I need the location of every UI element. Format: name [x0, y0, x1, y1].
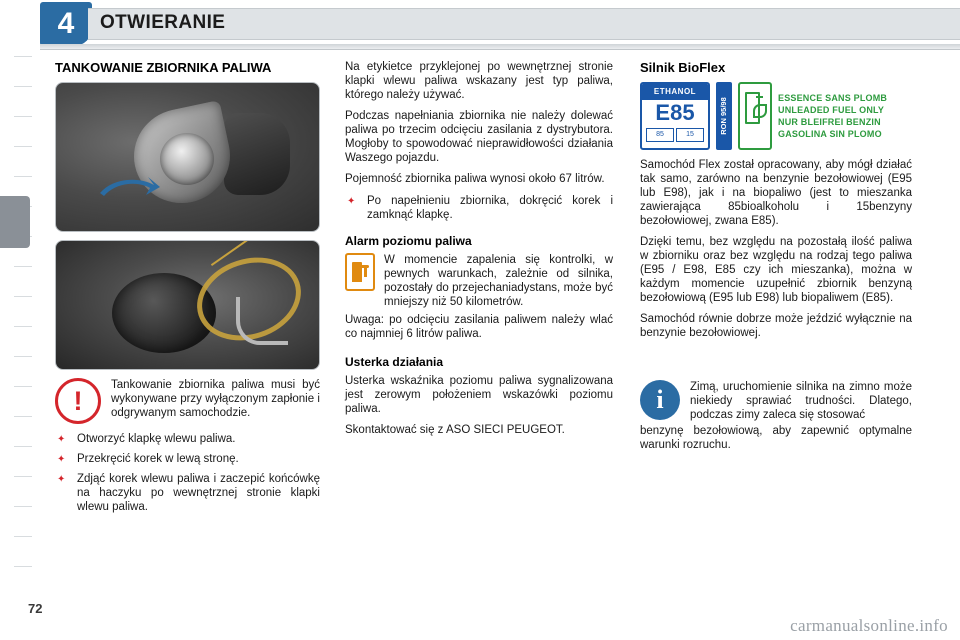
unleaded-fuel-lines	[778, 82, 912, 150]
chapter-number-badge: 4	[40, 2, 92, 46]
step-text: Po napełnieniu zbiornika, dokręcić korek i zamknąć klapkę.	[367, 195, 613, 221]
page-title: OTWIERANIE	[100, 12, 226, 33]
bioflex-paragraph-2: Dzięki temu, bez względu na pozostałą ilość paliwa w zbiorniku oraz bez względu na rodzaj tego paliwa (E95 / E98, E85 czy ich mieszanka), można w każdym momencie uzupełnić zbiornik benzyną bezołowiową (E95 lub E98) lub biopaliwem (E85).	[640, 236, 912, 304]
list-item	[55, 452, 320, 466]
leaf-icon	[753, 104, 767, 118]
subheading-malfunction: Usterka działania	[345, 355, 444, 369]
info-icon: i	[640, 380, 680, 420]
fuel-line-en: UNLEADED FUEL ONLY	[778, 104, 885, 115]
ron-rating-text: RON 95/98	[719, 97, 728, 135]
fuel-line-fr: ESSENCE SANS PLOMB	[778, 92, 888, 103]
column-left	[55, 60, 320, 520]
fueling-steps-list	[55, 432, 320, 514]
page-number: 72	[28, 601, 43, 616]
paragraph-filling: Podczas napełniania zbiornika nie należy dolewać paliwa po trzecim odcięciu zasilania z dystrybutora. Mogłoby to spowodować nieprawidłowości działania Waszego pojazdu.	[345, 110, 613, 164]
e85-code: E85	[655, 100, 695, 125]
e85-ratio	[642, 126, 708, 145]
list-item	[55, 432, 320, 446]
ethanol-text: ETHANOL	[642, 84, 708, 100]
fuel-pump-icon	[345, 253, 375, 291]
fuel-alarm-text: W momencie zapalenia się kontrolki, w pewnych warunkach, zależnie od silnika, pozostały do przejechaniadystans, może być mniejszy niż 50 kilometrów.	[384, 254, 613, 308]
photo2-hook	[236, 297, 288, 345]
section-heading-bioflex: Silnik BioFlex	[640, 60, 726, 75]
fuel-line-es: GASOLINA SIN PLOMO	[778, 128, 882, 139]
fuel-pump-body	[352, 262, 362, 282]
ron-rating-strip	[716, 82, 732, 150]
step-text: Zdjąć korek wlewu paliwa i zaczepić końcówkę na haczyku po wewnętrznej stronie klapki wlewu paliwa.	[77, 473, 320, 513]
biofuel-label-graphic	[640, 82, 912, 150]
photo1-filler-neck	[160, 133, 214, 185]
green-pump-nozzle	[756, 96, 763, 98]
list-item	[55, 472, 320, 514]
warning-text: Tankowanie zbiornika paliwa musi być wykonywane przy wyłączonym zapłonie i odgrywanym samochodzie.	[111, 379, 320, 419]
info-box	[640, 380, 912, 422]
margin-tick-marks	[14, 56, 32, 596]
closing-step-list	[345, 194, 613, 222]
section-heading-fueling: TANKOWANIE ZBIORNIKA PALIWA	[55, 60, 272, 75]
step-text: Przekręcić korek w lewą stronę.	[77, 453, 239, 465]
column-right	[640, 60, 912, 452]
e85-label	[640, 82, 710, 150]
e85-ratio-left: 85	[646, 128, 674, 142]
photo1-arrow-icon	[96, 175, 162, 201]
photo1-hinge	[224, 113, 290, 195]
info-text-continued: benzynę bezołowiową, aby zapewnić optymalne warunki rozruchu.	[640, 425, 912, 451]
green-pump-icon	[738, 82, 772, 150]
malfunction-text: Usterka wskaźnika poziomu paliwa sygnalizowana jest zerowym położeniem wskazówki poziomu paliwa.	[345, 375, 613, 415]
diamond-bullet-icon: ✦	[57, 454, 66, 465]
malfunction-contact: Skontaktować się z ASO SIECI PEUGEOT.	[345, 424, 565, 436]
warning-box	[55, 378, 320, 424]
fuel-alarm-note: Uwaga: po odcięciu zasilania paliwem należy wlać co najmniej 6 litrów paliwa.	[345, 314, 613, 340]
column-middle	[345, 60, 613, 444]
bioflex-paragraph-1: Samochód Flex został opracowany, aby mógł działać tak samo, zarówno na benzynie bezołowiowej (E95 lub E98), jak i na biopaliwo (jest to mieszanka zawierająca 85bioalkoholu i 15benzyny bezołowiowej, zwana E85).	[640, 159, 912, 227]
diamond-bullet-icon: ✦	[57, 434, 66, 445]
paragraph-fuel-label: Na etykietce przyklejonej po wewnętrznej stronie klapki wlewu paliwa wskazany jest typ paliwa, którego należy używać.	[345, 61, 613, 101]
step-text: Otworzyć klapkę wlewu paliwa.	[77, 433, 236, 445]
fuel-line-de: NUR BLEIFREI BENZIN	[778, 116, 881, 127]
e85-ratio-right: 15	[676, 128, 704, 142]
info-text: Zimą, uruchomienie silnika na zimno może niekiedy sprawiać trudności. Dlatego, podczas zimy zaleca się stosować	[690, 381, 912, 421]
watermark: carmanualsonline.info	[790, 616, 948, 635]
fuel-alarm-icon-block	[345, 253, 613, 309]
fuel-pump-hose	[364, 267, 367, 277]
subheading-fuel-level-alarm: Alarm poziomu paliwa	[345, 234, 472, 248]
warning-icon: !	[55, 378, 101, 424]
photo-fuel-flap-open	[55, 82, 320, 232]
header-divider	[40, 44, 960, 50]
paragraph-tank-capacity: Pojemność zbiornika paliwa wynosi około 67 litrów.	[345, 173, 605, 185]
diamond-bullet-icon: ✦	[57, 474, 66, 485]
diamond-bullet-icon: ✦	[347, 196, 356, 207]
bioflex-paragraph-3: Samochód równie dobrze może jeździć wyłącznie na benzynie bezołowiowej.	[640, 313, 912, 339]
photo-fuel-cap-hook	[55, 240, 320, 370]
list-item	[345, 194, 613, 222]
chapter-side-tab	[0, 196, 30, 248]
